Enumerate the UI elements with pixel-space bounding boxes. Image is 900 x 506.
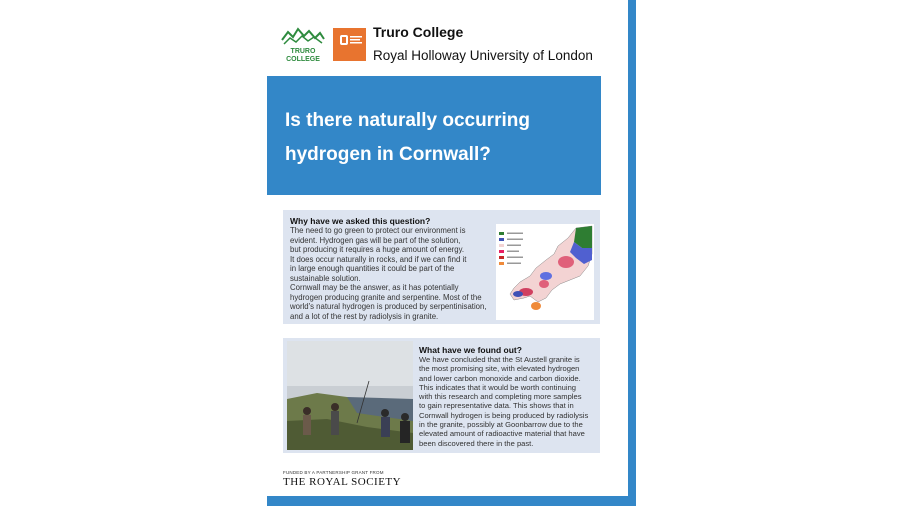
text-line: and lower carbon monoxide and carbon dioxide. xyxy=(419,373,581,383)
text-line: but producing it requires a huge amount of energy. xyxy=(290,245,465,254)
text-line: We have concluded that the St Austell granite is xyxy=(419,355,580,364)
cornwall-geology-map xyxy=(496,224,594,320)
section-findings-text xyxy=(419,345,597,448)
text-line: in the granite, possibly at Goonbarrow due to the xyxy=(419,420,583,430)
logo-text-college: COLLEGE xyxy=(286,56,320,63)
royal-society-logo-text: THE ROYAL SOCIETY xyxy=(283,476,402,488)
text-line: in large enough quantities it could be part of the xyxy=(290,264,455,273)
truro-college-logo xyxy=(280,26,326,64)
royal-holloway-logo xyxy=(333,28,366,61)
right-accent-bar xyxy=(628,0,636,506)
section-why-heading: Why have we asked this question? xyxy=(290,216,431,226)
text-line: to gain representative data. This shows that in xyxy=(419,401,574,411)
institution-name-royal-holloway: Royal Holloway University of London xyxy=(373,48,593,63)
text-line: This indicates that it would be worth continuing xyxy=(419,382,577,392)
section-why-panel xyxy=(283,210,600,324)
text-line: hydrogen producing granite and serpentine. Most of the xyxy=(290,292,482,302)
text-line: and a lot of the rest by radiolysis in granite. xyxy=(290,311,439,321)
text-line: the most promising site, with elevated hydrogen xyxy=(419,364,580,374)
text-line: sustainable solution. xyxy=(290,273,361,283)
text-line: Cornwall may be the answer, as it has potentially xyxy=(290,283,459,292)
institution-name-truro: Truro College xyxy=(373,24,464,40)
crest-icon xyxy=(333,28,366,61)
text-line: elevated amount of radioactive material that have xyxy=(419,429,585,439)
logo-text-truro: TRURO xyxy=(290,48,316,55)
text-line: It does occur naturally in rocks, and if we can find it xyxy=(290,254,467,264)
text-line: with this research and completing more samples xyxy=(419,392,582,402)
funding-note: FUNDED BY A PARTNERSHIP GRANT FROM xyxy=(283,470,384,475)
text-line: world's natural hydrogen is produced by serpentinisation, xyxy=(290,302,487,311)
text-line: been discovered there in the past. xyxy=(419,438,534,448)
title-line-1: Is there naturally occurring xyxy=(285,110,530,131)
text-line: The need to go green to protect our environment is xyxy=(290,226,466,235)
map-legend xyxy=(499,232,523,265)
section-findings-heading: What have we found out? xyxy=(419,345,522,355)
title-banner xyxy=(267,76,601,195)
bottom-accent-bar xyxy=(267,496,628,506)
section-findings-body xyxy=(419,355,597,448)
field-sampling-photo xyxy=(287,341,413,450)
poster-title xyxy=(285,104,585,172)
text-line: evident. Hydrogen gas will be part of the solution, xyxy=(290,235,461,245)
title-line-2: hydrogen in Cornwall? xyxy=(285,144,491,165)
section-why-body xyxy=(290,226,495,321)
section-findings-panel xyxy=(283,338,600,453)
section-why-text xyxy=(290,216,495,321)
text-line: Cornwall hydrogen is being produced by radiolysis xyxy=(419,410,589,420)
